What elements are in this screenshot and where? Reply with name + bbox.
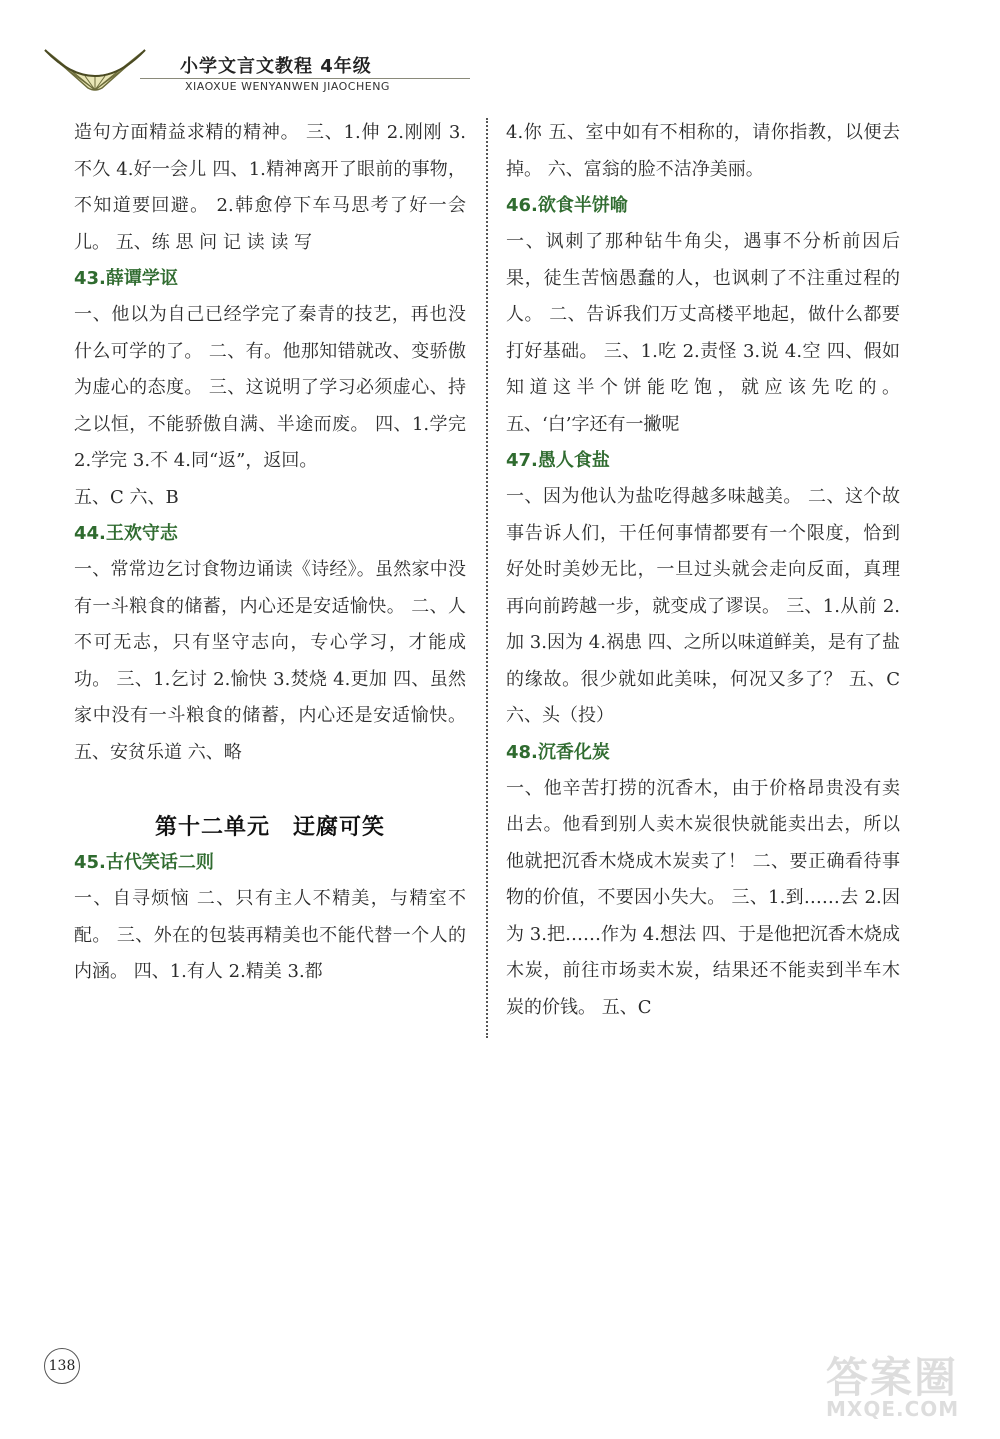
section-title-46: 46.欲食半饼喻 bbox=[506, 195, 628, 216]
left-column bbox=[74, 115, 466, 991]
answer-paragraph: 一、讽刺了那种钻牛角尖，遇事不分析前因后果，徒生苦恼愚蠢的人，也讽刺了不注重过程的人。 二、告诉我们万丈高楼平地起，做什么都要打好基础。 三、1.吃 2.责怪 3.说 4.空 四、假如知道这半个饼能吃饱，就应该先吃的。 五、‘白’字还有一撇呢 bbox=[506, 231, 900, 435]
section-title-45: 45.古代笑话二则 bbox=[74, 852, 214, 873]
answer-paragraph: 一、他以为自己已经学完了秦青的技艺，再也没什么可学的了。 二、有。他那知错就改、变骄傲为虚心的态度。 三、这说明了学习必须虚心、持之以恒，不能骄傲自满、半途而废。 四、1.学完 2.学完 3.不 4.同“返”，返回。 bbox=[74, 304, 466, 471]
section-title-48: 48.沉香化炭 bbox=[506, 741, 610, 763]
answer-paragraph: 一、因为他认为盐吃得越多味越美。 二、这个故事告诉人们，干任何事情都要有一个限度，恰到好处时美妙无比，一旦过头就会走向反面，真理再向前跨越一步，就变成了谬误。 三、1.从前 2.加 3.因为 4.祸患 四、之所以味道鲜美，是有了盐的缘故。很少就如此美味，何况又多了？ 五、C 六、头（投） bbox=[506, 486, 900, 726]
page-number: 138 bbox=[44, 1348, 80, 1384]
answer-paragraph: 一、自寻烦恼 二、只有主人不精美，与精室不配。 三、外在的包装再精美也不能代替一个人的内涵。 四、1.有人 2.精美 3.都 bbox=[74, 888, 466, 982]
section-title-43: 43.薛谭学讴 bbox=[74, 268, 178, 289]
column-divider bbox=[486, 118, 488, 1038]
unit-title: 第十二单元 迂腐可笑 bbox=[154, 814, 385, 840]
watermark-text: 答案圈 bbox=[826, 1353, 959, 1402]
book-header bbox=[40, 40, 460, 100]
folding-fan-icon bbox=[40, 42, 150, 94]
answer-paragraph: 五、C 六、B bbox=[74, 486, 179, 508]
answer-paragraph: 一、他辛苦打捞的沉香木，由于价格昂贵没有卖出去。他看到别人卖木炭很快就能卖出去，所以他就把沉香木烧成木炭卖了！ 二、要正确看待事物的价值，不要因小失大。 三、1.到……去 2.因为 3.把……作为 4.想法 四、于是他把沉香木烧成木炭，前往市场卖木炭，结果还不能卖到半车木炭的价钱。 五、C bbox=[506, 777, 900, 1018]
continued-answer: 造句方面精益求精的精神。 三、1.伸 2.刚刚 3.不久 4.好一会儿 四、1.精神离开了眼前的事物，不知道要回避。 2.韩愈停下车马思考了好一会儿。 五、练 思 问 记 读 读 写 bbox=[74, 122, 466, 253]
header-rule bbox=[140, 78, 470, 79]
answer-paragraph: 一、常常边乞讨食物边诵读《诗经》。虽然家中没有一斗粮食的储蓄，内心还是安适愉快。 二、人不可无志，只有坚守志向，专心学习，才能成功。 三、1.乞讨 2.愉快 3.焚烧 4.更加 四、虽然家中没有一斗粮食的储蓄，内心还是安适愉快。 五、安贫乐道 六、略 bbox=[74, 559, 466, 763]
continued-answer: 4.你 五、室中如有不相称的，请你指教，以便去掉。 六、富翁的脸不洁净美丽。 bbox=[506, 122, 900, 180]
book-title: 小学文言文教程 4年级 bbox=[180, 56, 372, 77]
section-title-44: 44.王欢守志 bbox=[74, 523, 178, 544]
watermark-url: MXQE.COM bbox=[826, 1397, 960, 1421]
section-title-47: 47.愚人食盐 bbox=[506, 450, 610, 471]
watermark-logo bbox=[826, 1345, 986, 1425]
book-pinyin: XIAOXUE WENYANWEN JIAOCHENG bbox=[185, 80, 390, 93]
right-column bbox=[506, 115, 900, 1026]
